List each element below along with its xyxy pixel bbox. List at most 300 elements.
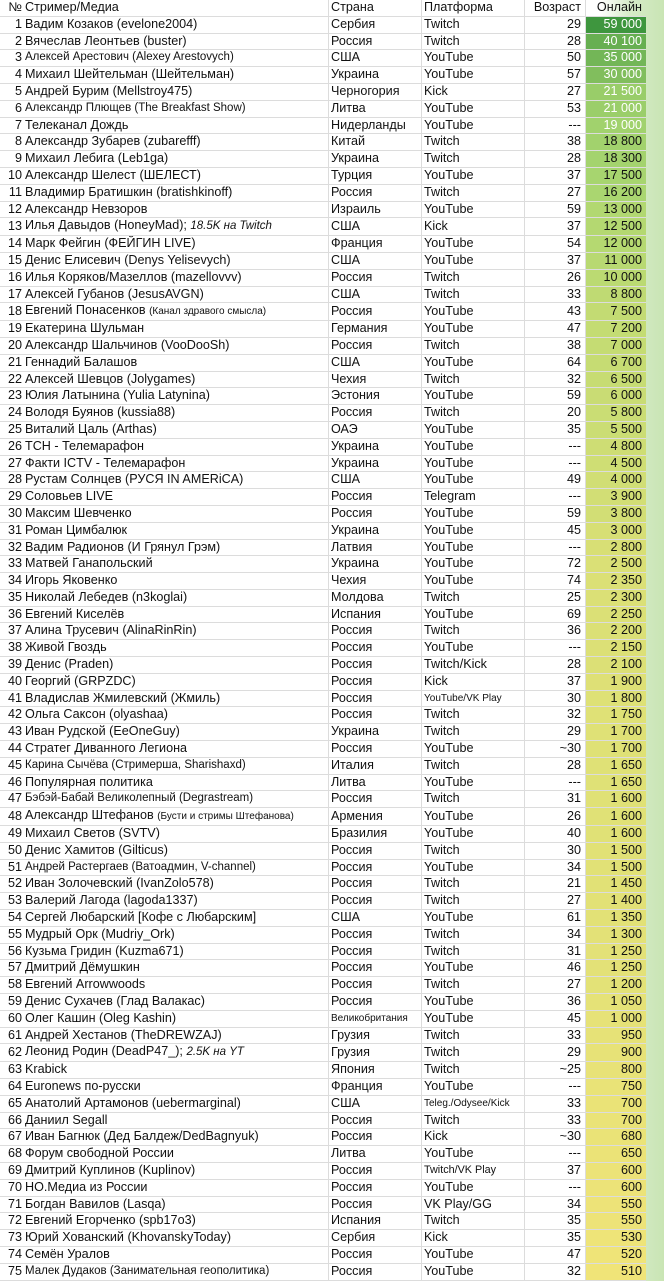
row-platform: YouTube [422, 910, 525, 927]
row-country: Россия [329, 489, 422, 506]
table-row [0, 286, 646, 303]
row-country: Россия [329, 337, 422, 354]
row-number: 66 [0, 1112, 24, 1129]
table-row [0, 455, 646, 472]
row-name [24, 1246, 329, 1263]
row-name-text: ТСН - Телемарафон [25, 438, 144, 453]
row-country: Франция [329, 236, 422, 253]
row-online: 600 [586, 1179, 647, 1196]
row-number: 35 [0, 589, 24, 606]
row-online: 7 200 [586, 321, 647, 338]
row-platform: YouTube [422, 859, 525, 876]
row-name-text: Виталий Цаль (Arthas) [25, 421, 157, 436]
row-number: 43 [0, 724, 24, 741]
row-number: 52 [0, 876, 24, 893]
row-number: 17 [0, 286, 24, 303]
table-row [0, 926, 646, 943]
row-online: 19 000 [586, 117, 647, 134]
row-country: Россия [329, 1179, 422, 1196]
row-online: 1 050 [586, 994, 647, 1011]
row-platform: YouTube [422, 455, 525, 472]
row-name-text: Максим Шевченко [25, 505, 132, 520]
row-age: 40 [525, 826, 586, 843]
row-age: 36 [525, 994, 586, 1011]
table-row [0, 623, 646, 640]
row-number: 6 [0, 100, 24, 117]
table-row [0, 556, 646, 573]
row-name [24, 321, 329, 338]
table-row [0, 910, 646, 927]
row-online: 1 200 [586, 977, 647, 994]
row-age: 45 [525, 522, 586, 539]
row-platform: Twitch [422, 184, 525, 201]
row-name [24, 1062, 329, 1079]
row-name-text: Геннадий Балашов [25, 354, 138, 369]
row-age: 25 [525, 589, 586, 606]
row-platform: YouTube [422, 100, 525, 117]
row-number: 58 [0, 977, 24, 994]
row-name-text: НО.Медиа из России [25, 1179, 148, 1194]
row-age: 29 [525, 1044, 586, 1062]
row-platform: Twitch [422, 371, 525, 388]
row-name [24, 1146, 329, 1163]
row-age: 59 [525, 201, 586, 218]
row-platform: Teleg./Odysee/Kick [422, 1095, 525, 1112]
row-age: --- [525, 117, 586, 134]
row-platform: YouTube [422, 1146, 525, 1163]
row-number: 40 [0, 673, 24, 690]
row-name-text: Стратег Диванного Легиона [25, 741, 188, 756]
table-row [0, 201, 646, 218]
row-country: Украина [329, 438, 422, 455]
row-name [24, 1263, 329, 1280]
table-row [0, 303, 646, 321]
table-row [0, 269, 646, 286]
row-name-text: Николай Лебедев (n3koglai) [25, 589, 188, 604]
row-name [24, 1079, 329, 1096]
row-country: Россия [329, 640, 422, 657]
row-number: 65 [0, 1095, 24, 1112]
row-number: 37 [0, 623, 24, 640]
row-online: 1 750 [586, 707, 647, 724]
row-online: 12 500 [586, 218, 647, 236]
row-name-text: Роман Цимбалюк [25, 522, 128, 537]
row-name-text: Евгений Понасенков [25, 303, 146, 318]
row-online: 18 800 [586, 134, 647, 151]
row-online: 520 [586, 1246, 647, 1263]
row-online: 5 800 [586, 405, 647, 422]
row-age: 64 [525, 354, 586, 371]
table-row [0, 167, 646, 184]
row-platform: YouTube [422, 303, 525, 321]
row-online: 8 800 [586, 286, 647, 303]
row-age: 45 [525, 1010, 586, 1027]
row-online: 1 600 [586, 826, 647, 843]
row-online: 680 [586, 1129, 647, 1146]
row-online: 550 [586, 1196, 647, 1213]
row-number: 49 [0, 826, 24, 843]
row-age: 21 [525, 876, 586, 893]
row-name [24, 573, 329, 590]
row-name-text: Вячеслав Леонтьев (buster) [25, 33, 187, 48]
row-age: 54 [525, 236, 586, 253]
row-age: ~25 [525, 1062, 586, 1079]
row-age: 37 [525, 673, 586, 690]
row-online: 1 600 [586, 791, 647, 808]
row-platform: Twitch [422, 623, 525, 640]
row-name-text: Иван Золочевский (IvanZolo578) [25, 876, 214, 891]
row-platform: YouTube [422, 826, 525, 843]
table-row [0, 1146, 646, 1163]
row-name-text: Игорь Яковенко [25, 573, 118, 588]
row-platform: YouTube [422, 438, 525, 455]
row-country: Россия [329, 1246, 422, 1263]
row-country: Россия [329, 876, 422, 893]
row-name [24, 774, 329, 791]
row-number: 18 [0, 303, 24, 321]
row-online: 13 000 [586, 201, 647, 218]
row-name [24, 421, 329, 438]
row-number: 32 [0, 539, 24, 556]
row-platform: YouTube [422, 573, 525, 590]
row-platform: Twitch [422, 893, 525, 910]
row-platform: Kick [422, 673, 525, 690]
row-country: Украина [329, 67, 422, 84]
row-number: 14 [0, 236, 24, 253]
row-name-text: Иван Багнюк (Дед Бaлдеж/DedBagnyuk) [25, 1129, 259, 1144]
row-number: 69 [0, 1162, 24, 1179]
row-country: Россия [329, 1263, 422, 1280]
row-age: 33 [525, 1112, 586, 1129]
row-name-text: Живой Гвоздь [25, 640, 107, 655]
row-name [24, 960, 329, 977]
row-platform: VK Play/GG [422, 1196, 525, 1213]
row-country: Россия [329, 842, 422, 859]
row-age: --- [525, 1146, 586, 1163]
row-number: 67 [0, 1129, 24, 1146]
row-platform: YouTube [422, 1179, 525, 1196]
row-name-text: Илья Коряков/Мазеллов (mazellovvv) [25, 269, 242, 284]
row-age: 26 [525, 269, 586, 286]
row-number: 15 [0, 252, 24, 269]
row-number: 41 [0, 690, 24, 707]
row-platform: Twitch [422, 791, 525, 808]
row-number: 39 [0, 657, 24, 674]
row-age: 30 [525, 842, 586, 859]
row-name [24, 269, 329, 286]
row-age: ~30 [525, 1129, 586, 1146]
row-name [24, 117, 329, 134]
row-age: 36 [525, 623, 586, 640]
header-online: Онлайн [586, 0, 647, 16]
row-name-text: Euronews по-русски [25, 1079, 141, 1093]
row-name-text: Александр Шелест (ШЕЛЕСТ) [25, 167, 201, 182]
table-row [0, 1044, 646, 1062]
row-age: 33 [525, 1095, 586, 1112]
row-online: 11 000 [586, 252, 647, 269]
row-name [24, 842, 329, 859]
row-platform: YouTube [422, 67, 525, 84]
row-name [24, 741, 329, 758]
row-country: ОАЭ [329, 421, 422, 438]
row-online: 1 650 [586, 757, 647, 774]
row-platform: YouTube [422, 640, 525, 657]
table-row [0, 505, 646, 522]
row-country: Россия [329, 859, 422, 876]
table-row [0, 1196, 646, 1213]
row-name-text: Дмитрий Куплинов (Kuplinov) [25, 1162, 196, 1177]
row-platform: Twitch [422, 926, 525, 943]
table-row [0, 522, 646, 539]
row-platform: YouTube [422, 1263, 525, 1280]
row-online: 18 300 [586, 151, 647, 168]
table-row [0, 67, 646, 84]
table-row [0, 876, 646, 893]
row-platform: Twitch [422, 1213, 525, 1230]
row-online: 7 500 [586, 303, 647, 321]
table-row [0, 893, 646, 910]
row-name-text: Алексей Арестович (Alexey Arestovych) [25, 51, 234, 64]
row-number: 60 [0, 1010, 24, 1027]
table-row [0, 859, 646, 876]
row-age: 37 [525, 252, 586, 269]
row-age: 31 [525, 943, 586, 960]
row-number: 8 [0, 134, 24, 151]
row-name [24, 1162, 329, 1179]
row-country: Грузия [329, 1044, 422, 1062]
row-name [24, 1230, 329, 1247]
row-age: 26 [525, 808, 586, 826]
row-platform: Twitch [422, 724, 525, 741]
row-country: Франция [329, 1079, 422, 1096]
row-name [24, 252, 329, 269]
row-country: Израиль [329, 201, 422, 218]
row-name [24, 405, 329, 422]
row-online: 1 500 [586, 859, 647, 876]
table-row [0, 1263, 646, 1280]
table-row [0, 791, 646, 808]
row-name [24, 201, 329, 218]
row-online: 4 500 [586, 455, 647, 472]
row-age: --- [525, 489, 586, 506]
row-platform: YouTube [422, 50, 525, 67]
row-number: 13 [0, 218, 24, 236]
row-name [24, 388, 329, 405]
row-country: Китай [329, 134, 422, 151]
table-row [0, 421, 646, 438]
row-name-text: Андрей Растергаев (Ватоадмин, V-channel) [25, 860, 256, 873]
table-row [0, 1027, 646, 1044]
table-row [0, 100, 646, 117]
row-number: 29 [0, 489, 24, 506]
row-country: Россия [329, 505, 422, 522]
row-name [24, 455, 329, 472]
row-country: Молдова [329, 589, 422, 606]
row-online: 2 150 [586, 640, 647, 657]
row-platform: Telegram [422, 489, 525, 506]
row-number: 24 [0, 405, 24, 422]
row-name [24, 859, 329, 876]
row-name [24, 556, 329, 573]
table-row [0, 606, 646, 623]
row-name-text: Денис Елисевич (Denys Yelisevych) [25, 252, 231, 267]
row-age: 37 [525, 167, 586, 184]
row-online: 2 250 [586, 606, 647, 623]
row-name [24, 371, 329, 388]
row-name [24, 100, 329, 117]
row-number: 56 [0, 943, 24, 960]
row-country: Испания [329, 606, 422, 623]
row-name-text: Факти ICTV - Телемарафон [25, 455, 186, 470]
row-online: 1 700 [586, 741, 647, 758]
row-platform: YouTube [422, 354, 525, 371]
table-row [0, 354, 646, 371]
row-name-text: Денис Сухачев (Глад Валакас) [25, 994, 205, 1009]
row-country: Латвия [329, 539, 422, 556]
row-name [24, 1196, 329, 1213]
row-online: 1 800 [586, 690, 647, 707]
row-country: США [329, 354, 422, 371]
row-age: 37 [525, 218, 586, 236]
row-platform: Kick [422, 1230, 525, 1247]
row-name-note: 18.5K на Twitch [190, 220, 272, 233]
row-online: 800 [586, 1062, 647, 1079]
row-age: 35 [525, 1230, 586, 1247]
row-name-text: Владислав Жмилевский (Жмиль) [25, 690, 221, 705]
row-name-text: Олег Кашин (Oleg Kashin) [25, 1010, 177, 1025]
row-number: 19 [0, 321, 24, 338]
row-name [24, 876, 329, 893]
row-name-text: Валерий Лагода (lagoda1337) [25, 893, 198, 908]
row-online: 6 000 [586, 388, 647, 405]
row-online: 10 000 [586, 269, 647, 286]
table-row [0, 1129, 646, 1146]
table-row [0, 1246, 646, 1263]
row-number: 63 [0, 1062, 24, 1079]
row-name-text: Вадим Козаков (evelone2004) [25, 16, 198, 31]
row-platform: Kick [422, 1129, 525, 1146]
row-age: 34 [525, 859, 586, 876]
row-online: 6 500 [586, 371, 647, 388]
row-country: Литва [329, 100, 422, 117]
row-online: 1 250 [586, 960, 647, 977]
row-name-text: Даниил Segall [25, 1112, 108, 1127]
row-country: Литва [329, 1146, 422, 1163]
row-country: Испания [329, 1213, 422, 1230]
row-name [24, 994, 329, 1011]
row-online: 1 650 [586, 774, 647, 791]
row-name-text: Александр Зубарев (zubarefff) [25, 134, 201, 149]
row-platform: Twitch [422, 405, 525, 422]
row-country: Россия [329, 623, 422, 640]
row-name [24, 589, 329, 606]
row-number: 55 [0, 926, 24, 943]
row-platform: Twitch [422, 707, 525, 724]
row-online: 17 500 [586, 167, 647, 184]
header-country: Страна [329, 0, 422, 16]
row-age: 59 [525, 505, 586, 522]
table-row [0, 1079, 646, 1096]
table-row [0, 236, 646, 253]
row-name [24, 673, 329, 690]
row-online: 700 [586, 1095, 647, 1112]
row-platform: Twitch/Kick [422, 657, 525, 674]
row-platform: YouTube [422, 808, 525, 826]
row-name [24, 808, 329, 826]
row-country: Чехия [329, 573, 422, 590]
table-body [0, 16, 646, 1280]
row-number: 70 [0, 1179, 24, 1196]
row-name [24, 354, 329, 371]
row-number: 34 [0, 573, 24, 590]
row-name [24, 977, 329, 994]
row-name-text: Михаил Шейтельман (Шейтельман) [25, 67, 235, 82]
table-row [0, 405, 646, 422]
row-number: 23 [0, 388, 24, 405]
row-country: Сербия [329, 16, 422, 33]
header-num: № [0, 0, 24, 16]
row-online: 3 900 [586, 489, 647, 506]
row-country: Россия [329, 741, 422, 758]
row-number: 36 [0, 606, 24, 623]
row-number: 28 [0, 472, 24, 489]
row-name [24, 724, 329, 741]
row-platform: YouTube [422, 201, 525, 218]
row-country: Эстония [329, 388, 422, 405]
row-name-text: Андрей Хестанов (TheDREWZAJ) [25, 1027, 222, 1042]
row-online: 600 [586, 1162, 647, 1179]
row-name-text: Денис (Praden) [25, 657, 114, 672]
table-row [0, 1062, 646, 1079]
row-number: 75 [0, 1263, 24, 1280]
row-number: 26 [0, 438, 24, 455]
row-country: Россия [329, 707, 422, 724]
row-country: США [329, 472, 422, 489]
row-name-text: Карина Сычёва (Стримерша, Sharishaxd) [25, 758, 246, 771]
row-online: 21 000 [586, 100, 647, 117]
row-country: Япония [329, 1062, 422, 1079]
row-platform: YouTube [422, 505, 525, 522]
row-name [24, 489, 329, 506]
row-online: 59 000 [586, 16, 647, 33]
table-row [0, 1230, 646, 1247]
row-country: Россия [329, 1112, 422, 1129]
row-number: 64 [0, 1079, 24, 1096]
table-row [0, 757, 646, 774]
row-number: 9 [0, 151, 24, 168]
table-row [0, 151, 646, 168]
row-number: 45 [0, 757, 24, 774]
row-name-text: Богдан Вавилов (Lasqa) [25, 1196, 166, 1211]
row-country: Украина [329, 151, 422, 168]
row-name [24, 757, 329, 774]
row-name [24, 539, 329, 556]
row-number: 31 [0, 522, 24, 539]
row-name [24, 83, 329, 100]
table-row [0, 539, 646, 556]
row-age: 72 [525, 556, 586, 573]
row-number: 62 [0, 1044, 24, 1062]
row-platform: Kick [422, 83, 525, 100]
row-platform: YouTube [422, 960, 525, 977]
row-online: 2 800 [586, 539, 647, 556]
row-country: Россия [329, 893, 422, 910]
row-number: 47 [0, 791, 24, 808]
row-name-text: Александр Плющев (The Breakfast Show) [25, 101, 246, 114]
row-age: 28 [525, 151, 586, 168]
row-platform: Twitch [422, 16, 525, 33]
row-number: 51 [0, 859, 24, 876]
